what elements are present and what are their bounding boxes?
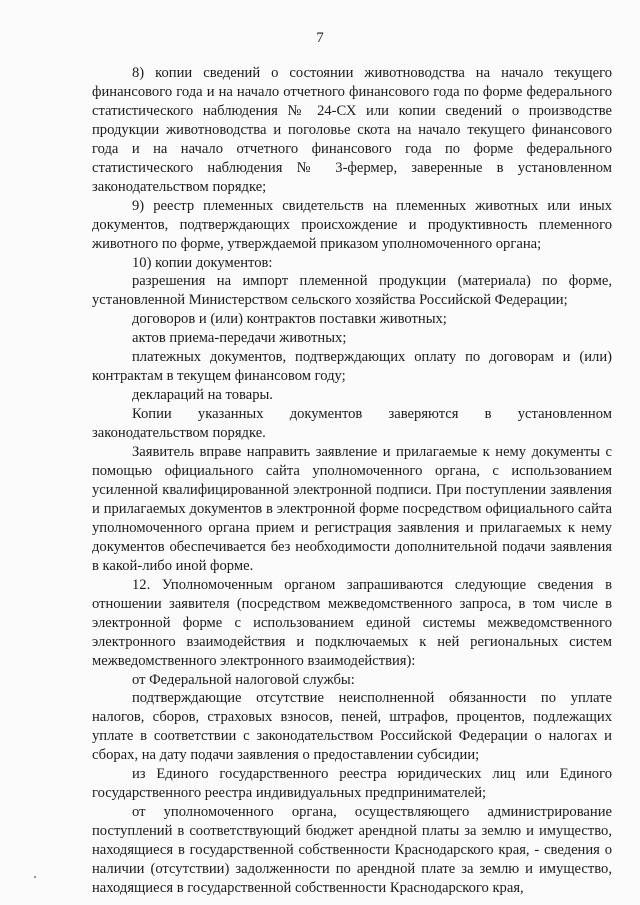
paragraph-item-12: 12. Уполномоченным органом запрашиваются следующие сведения в отношении заявителя (посредством межведомственного запроса, в том числе в электронной форме с использованием единой системы межведомственного электронного взаимодействия и подключаемых к ней региональных систем межведомственного электронного взаимодействия): [92, 576, 612, 669]
document-body [92, 64, 612, 898]
paragraph-tax-obligations: подтверждающие отсутствие неисполненной обязанности по уплате налогов, сборов, страховых взносов, пеней, штрафов, процентов, подлежащих уплате в соответствии с законодательством Российской Федерации о налогах и сборах, на дату подачи заявления о предоставлении субсидии; [92, 690, 612, 764]
paragraph-state-registry: из Единого государственного реестра юридических лиц или Единого государственного реестра индивидуальных предпринимателей; [92, 766, 612, 802]
paragraph-rent-arrears: от уполномоченного органа, осуществляющего администрирование поступлений в соответствующий бюджет арендной платы за землю и имущество, находящиеся в государственной собственности Краснодарского края, - сведения о наличии (отсутствии) задолженности по арендной плате за землю и имущество, находящиеся в государственной собственности Краснодарского края, [92, 804, 612, 896]
paragraph-item-8: 8) копии сведений о состоянии животноводства на начало текущего финансового года и на начало отчетного финансового года по форме федерального статистического наблюдения № 24-СХ или копии сведений о производстве продукции животноводства и поголовье скота на начало текущего финансового года и на начало отчетного финансового года по форме федерального статистического наблюдения № 3-фермер, заверенные в установленном законодательством порядке; [92, 65, 612, 195]
paragraph-item-9: 9) реестр племенных свидетельств на племенных животных или иных документов, подтверждающих происхождение и продуктивность племенного животного по форме, утверждаемой приказом уполномоченного органа; [92, 197, 612, 252]
paragraph-electronic-submission: Заявитель вправе направить заявление и прилагаемые к нему документы с помощью официального сайта уполномоченного органа, с использованием усиленной квалифицированной электронной подписи. При поступлении заявления и прилагаемых документов в электронной форме посредством официального сайта уполномоченного органа прием и регистрация заявления и прилагаемых к нему документов обеспечивается без необходимости дополнительной подачи заявления в какой-либо иной форме. [92, 444, 612, 574]
paragraph-copies-certified: Копии указанных документов заверяются в установленном законодательством порядке. [92, 406, 612, 442]
paragraph-item-10: 10) копии документов: [132, 254, 273, 271]
paragraph-payment-docs: платежных документов, подтверждающих оплату по договорам и (или) контрактам в текущем финансовом году; [92, 349, 612, 385]
paragraph-import-permit: разрешения на импорт племенной продукции (материала) по форме, установленной Министерством сельского хозяйства Российской Федерации; [92, 273, 612, 309]
page-number: 7 [316, 30, 324, 46]
paragraph-declarations: деклараций на товары. [132, 387, 273, 404]
paragraph-transfer-acts: актов приема-передачи животных; [132, 330, 347, 347]
paragraph-tax-service: от Федеральной налоговой службы: [132, 671, 355, 688]
paragraph-contracts: договоров и (или) контрактов поставки животных; [132, 311, 447, 328]
scan-speck [34, 876, 36, 878]
